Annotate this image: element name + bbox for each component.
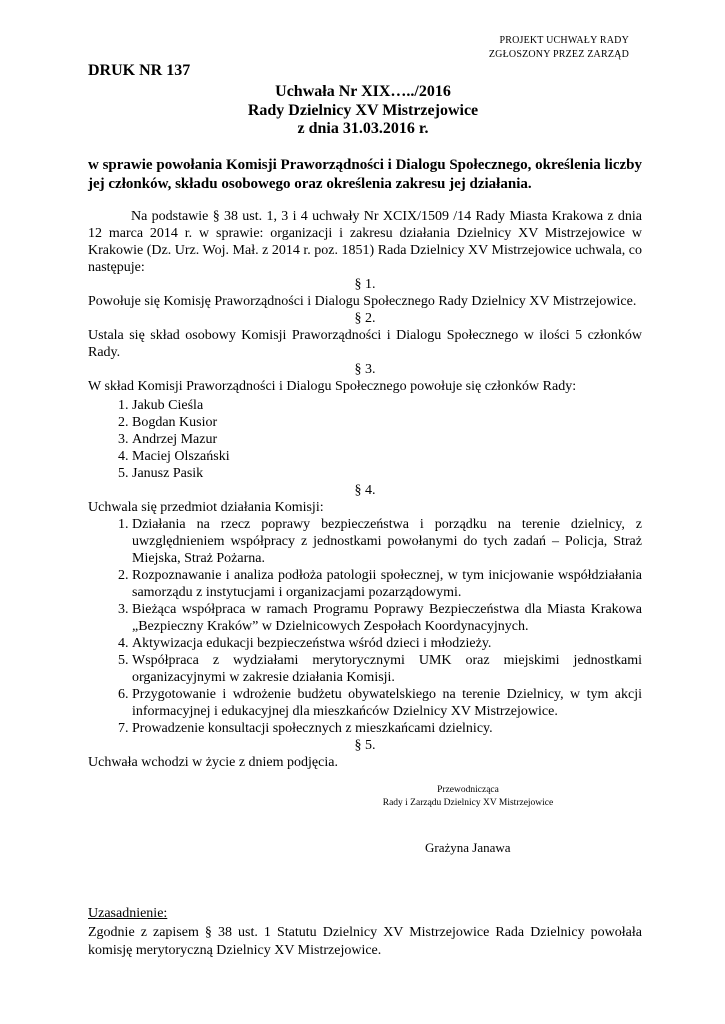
list-item: 6. Przygotowanie i wdrożenie budżetu obywatelskiego na terenie Dzielnicy, w tym akcji informacyjnej i edukacyjnej dla mieszkańców Dzielnicy XV Mistrzejowice. <box>132 686 642 720</box>
signature-body: Rady i Zarządu Dzielnicy XV Mistrzejowice <box>382 798 554 808</box>
resolution-body <box>88 208 642 771</box>
signature-name: Grażyna Janawa <box>425 840 511 855</box>
list-item: 3. Bieżąca współpraca w ramach Programu Poprawy Bezpieczeństwa dla Miasta Krakowa „Bezpieczny Kraków” w Dzielnicowych Zespołach Koordynacyjnych. <box>132 601 642 635</box>
list-item: 1. Jakub Cieśla <box>132 397 642 414</box>
title-line-1: Uchwała Nr XIX…../2016 <box>275 83 451 100</box>
draft-stamp <box>489 34 629 62</box>
section-1-text: Powołuje się Komisję Praworządności i Dialogu Społecznego Rady Dzielnicy XV Mistrzejowice. <box>88 294 637 309</box>
list-item: 1. Działania na rzecz poprawy bezpieczeństwa i porządku na terenie dzielnicy, z uwzględnieniem współpracy z jednostkami powołanymi do tych zadań – Policja, Straż Miejska, Straż Pożarna. <box>132 516 642 567</box>
list-item: 2. Bogdan Kusior <box>132 414 642 431</box>
list-item: 5. Współpraca z wydziałami merytorycznymi UMK oraz miejskimi jednostkami organizacyjnymi w zakresie działania Komisji. <box>132 652 642 686</box>
task-list <box>88 516 642 737</box>
member-list <box>88 397 642 482</box>
section-3-label: § 3. <box>354 362 376 377</box>
list-item: 3. Andrzej Mazur <box>132 431 642 448</box>
section-3-text: W skład Komisji Praworządności i Dialogu Społecznego powołuje się członków Rady: <box>88 379 577 394</box>
list-item: 2. Rozpoznawanie i analiza podłoża patologii społecznej, w tym inicjowanie współdziałania samorządu z instytucjami i organizacjami pozarządowymi. <box>132 567 642 601</box>
stamp-line-2: ZGŁOSZONY PRZEZ ZARZĄD <box>488 49 629 60</box>
section-1-label: § 1. <box>354 277 376 292</box>
section-4-text: Uchwala się przedmiot działania Komisji: <box>88 500 324 515</box>
justification-text: Zgodnie z zapisem § 38 ust. 1 Statutu Dzielnicy XV Mistrzejowice Rada Dzielnicy powołała komisję merytoryczną Dzielnicy XV Mistrzejowice. <box>88 925 642 958</box>
list-item: 4. Aktywizacja edukacji bezpieczeństwa wśród dzieci i młodzieży. <box>132 635 642 652</box>
preamble: Na podstawie § 38 ust. 1, 3 i 4 uchwały Nr XCIX/1509 /14 Rady Miasta Krakowa z dnia 12 marca 2014 r. w sprawie: organizacji i zakresu działania Dzielnicy XV Mistrzejowice w Krakowie (Dz. Urz. Woj. Mał. z 2014 r. poz. 1851) Rada Dzielnicy XV Mistrzejowice uchwala, co następuje: <box>88 209 642 275</box>
section-5-text: Uchwała wchodzi w życie z dniem podjęcia. <box>88 755 338 770</box>
title-line-2: Rady Dzielnicy XV Mistrzejowice <box>247 101 479 119</box>
justification-heading: Uzasadnienie: <box>88 906 168 921</box>
list-item: 7. Prowadzenie konsultacji społecznych z mieszkańcami dzielnicy. <box>132 720 642 737</box>
resolution-title <box>88 83 638 139</box>
stamp-line-1: PROJEKT UCHWAŁY RADY <box>499 35 629 46</box>
section-2-text: Ustala się skład osobowy Komisji Praworządności i Dialogu Społecznego w ilości 5 członków Rady. <box>88 328 642 360</box>
print-number: DRUK NR 137 <box>88 62 191 79</box>
signature-block <box>368 784 568 810</box>
title-line-3: z dnia 31.03.2016 r. <box>297 120 429 137</box>
list-item: 5. Janusz Pasik <box>132 465 642 482</box>
list-item: 4. Maciej Olszański <box>132 448 642 465</box>
signature-role: Przewodnicząca <box>437 785 499 795</box>
section-2-label: § 2. <box>354 311 376 326</box>
resolution-subject: w sprawie powołania Komisji Praworządności i Dialogu Społecznego, określenia liczby jej członków, składu osobowego oraz określenia zakresu jej działania. <box>88 157 642 192</box>
section-5-label: § 5. <box>354 738 376 753</box>
section-4-label: § 4. <box>354 483 376 498</box>
